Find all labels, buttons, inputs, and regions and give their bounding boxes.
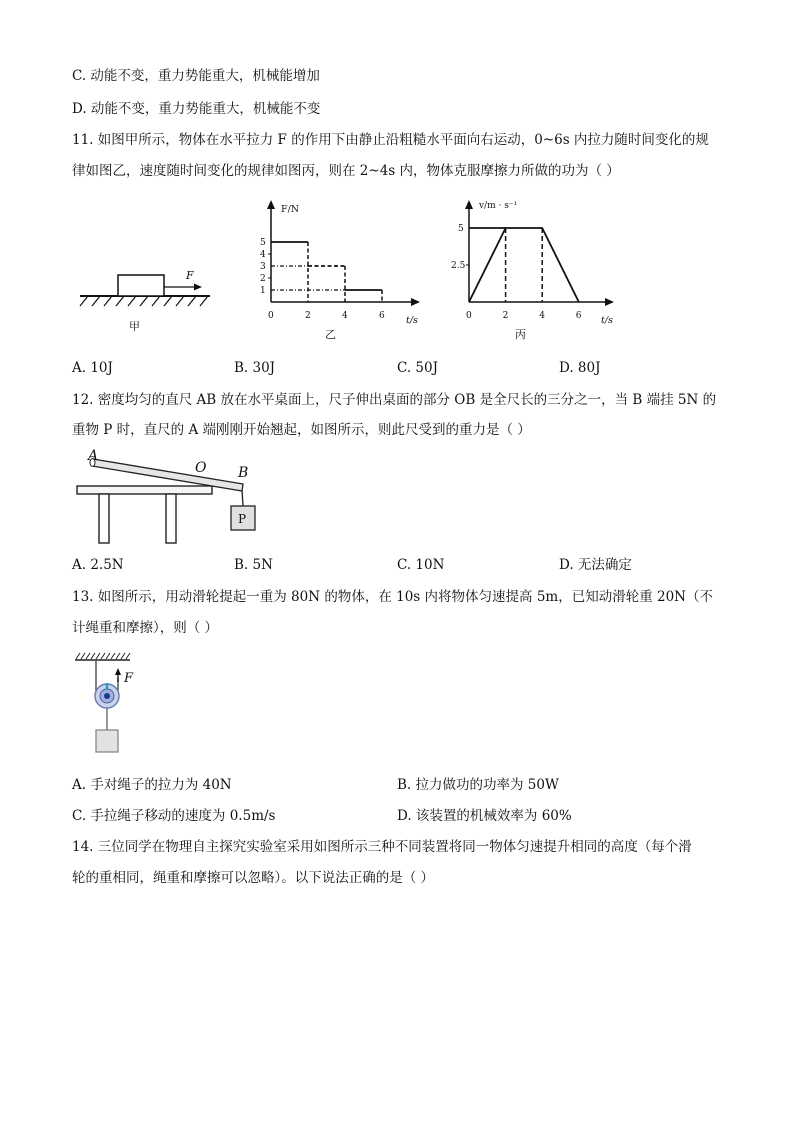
label-a: A: [88, 448, 99, 464]
q11-option-a: A. 10J: [72, 360, 113, 376]
arrow-right-icon: [194, 284, 202, 291]
q10-option-d: D. 动能不变，重力势能重大，机械能不变: [72, 101, 321, 117]
y-axis: [465, 200, 473, 302]
q12-text-line2: 重物 P 时，直尺的 A 端刚刚开始翘起，如图所示，则此尺受到的重力是（ ）: [72, 422, 531, 438]
y-tick-label: 1: [260, 286, 266, 296]
q10-option-c: C. 动能不变，重力势能重大，机械能增加: [72, 68, 320, 84]
x-tick-label: 0: [268, 311, 274, 321]
force-label: F: [124, 671, 134, 686]
q12-option-c: C. 10N: [397, 557, 445, 573]
q14-text-line1: 14. 三位同学在物理自主探究实验室采用如图所示三种不同装置将同一物体匀速提升相同的高度（每个滑: [72, 839, 692, 855]
q12-option-a: A. 2.5N: [72, 557, 124, 573]
table-leg: [99, 494, 109, 543]
axis-arrow-icon: [465, 200, 473, 209]
q11-text-line1: 11. 如图甲所示，物体在水平拉力 F 的作用下由静止沿粗糙水平面向右运动，0~6s 内拉力随时间变化的规: [72, 132, 709, 148]
chart-bing-title: 丙: [515, 328, 526, 341]
y-axis: [267, 200, 275, 302]
q11-chart-bing: [451, 198, 615, 343]
chart-yi-title: 乙: [325, 328, 336, 341]
q11-option-d: D. 80J: [559, 360, 601, 376]
chart-yi-ylabel: F/N: [281, 204, 300, 215]
y-tick-label: 5: [458, 224, 464, 234]
arrow-up-icon: [115, 668, 121, 675]
x-tick-label: 6: [575, 311, 582, 321]
q12-text-line1: 12. 密度均匀的直尺 AB 放在水平桌面上，尺子伸出桌面的部分 OB 是全尺长的三分之一，当 B 端挂 5N 的: [72, 392, 717, 408]
table-leg: [166, 494, 176, 543]
string: [242, 490, 243, 506]
y-tick-label: 2: [260, 274, 266, 284]
axis-arrow-icon: [605, 298, 614, 306]
q11-chart-yi: [255, 198, 418, 343]
y-tick-label: 5: [260, 238, 266, 248]
axis-arrow-icon: [267, 200, 275, 209]
x-tick-label: 4: [539, 311, 545, 321]
x-tick-label: 2: [305, 311, 311, 321]
y-tick-label: 4: [260, 250, 266, 260]
q13-option-b: B. 拉力做功的功率为 50W: [397, 777, 559, 793]
q12-option-b: B. 5N: [234, 557, 273, 573]
q13-text-line1: 13. 如图所示，用动滑轮提起一重为 80N 的物体，在 10s 内将物体匀速提高 5m，已知动滑轮重 20N（不: [72, 589, 713, 605]
q11-text-line2: 律如图乙，速度随时间变化的规律如图丙，则在 2~4s 内，物体克服摩擦力所做的功为（ ）: [72, 163, 620, 179]
load-block: [96, 730, 118, 752]
q12-figure: [72, 446, 272, 546]
x-tick-label: 0: [466, 311, 472, 321]
x-tick-label: 4: [342, 311, 348, 321]
chart-bing-ylabel: v/m · s⁻¹: [479, 201, 518, 211]
block: [118, 275, 164, 296]
q12-option-d: D. 无法确定: [559, 557, 632, 573]
q14-text-line2: 轮的重相同，绳重和摩擦可以忽略）。以下说法正确的是（ ）: [72, 870, 435, 886]
q11-figure-jia: [76, 265, 216, 335]
y-tick-label: 3: [260, 262, 266, 272]
y-tick-label: 2.5: [451, 261, 466, 271]
x-tick-label: 6: [379, 311, 385, 321]
label-p: P: [238, 512, 247, 526]
label-o: O: [195, 460, 207, 476]
q13-option-a: A. 手对绳子的拉力为 40N: [72, 777, 232, 793]
q13-figure: [70, 650, 150, 760]
q11-option-b: B. 30J: [234, 360, 276, 376]
q13-option-c: C. 手拉绳子移动的速度为 0.5m/s: [72, 808, 276, 824]
q13-text-line2: 计绳重和摩擦），则（ ）: [72, 620, 219, 636]
q13-option-d: D. 该装置的机械效率为 60%: [397, 808, 572, 824]
force-label: F: [186, 269, 194, 282]
table-top: [77, 486, 212, 494]
q11-option-c: C. 50J: [397, 360, 439, 376]
chart-bing-xlabel: t/s: [601, 315, 613, 326]
caption-jia: 甲: [129, 320, 140, 333]
chart-yi-xlabel: t/s: [406, 315, 418, 326]
velocity-line: [469, 228, 579, 302]
x-tick-label: 2: [502, 311, 509, 321]
axis-arrow-icon: [411, 298, 420, 306]
label-b: B: [238, 465, 249, 481]
